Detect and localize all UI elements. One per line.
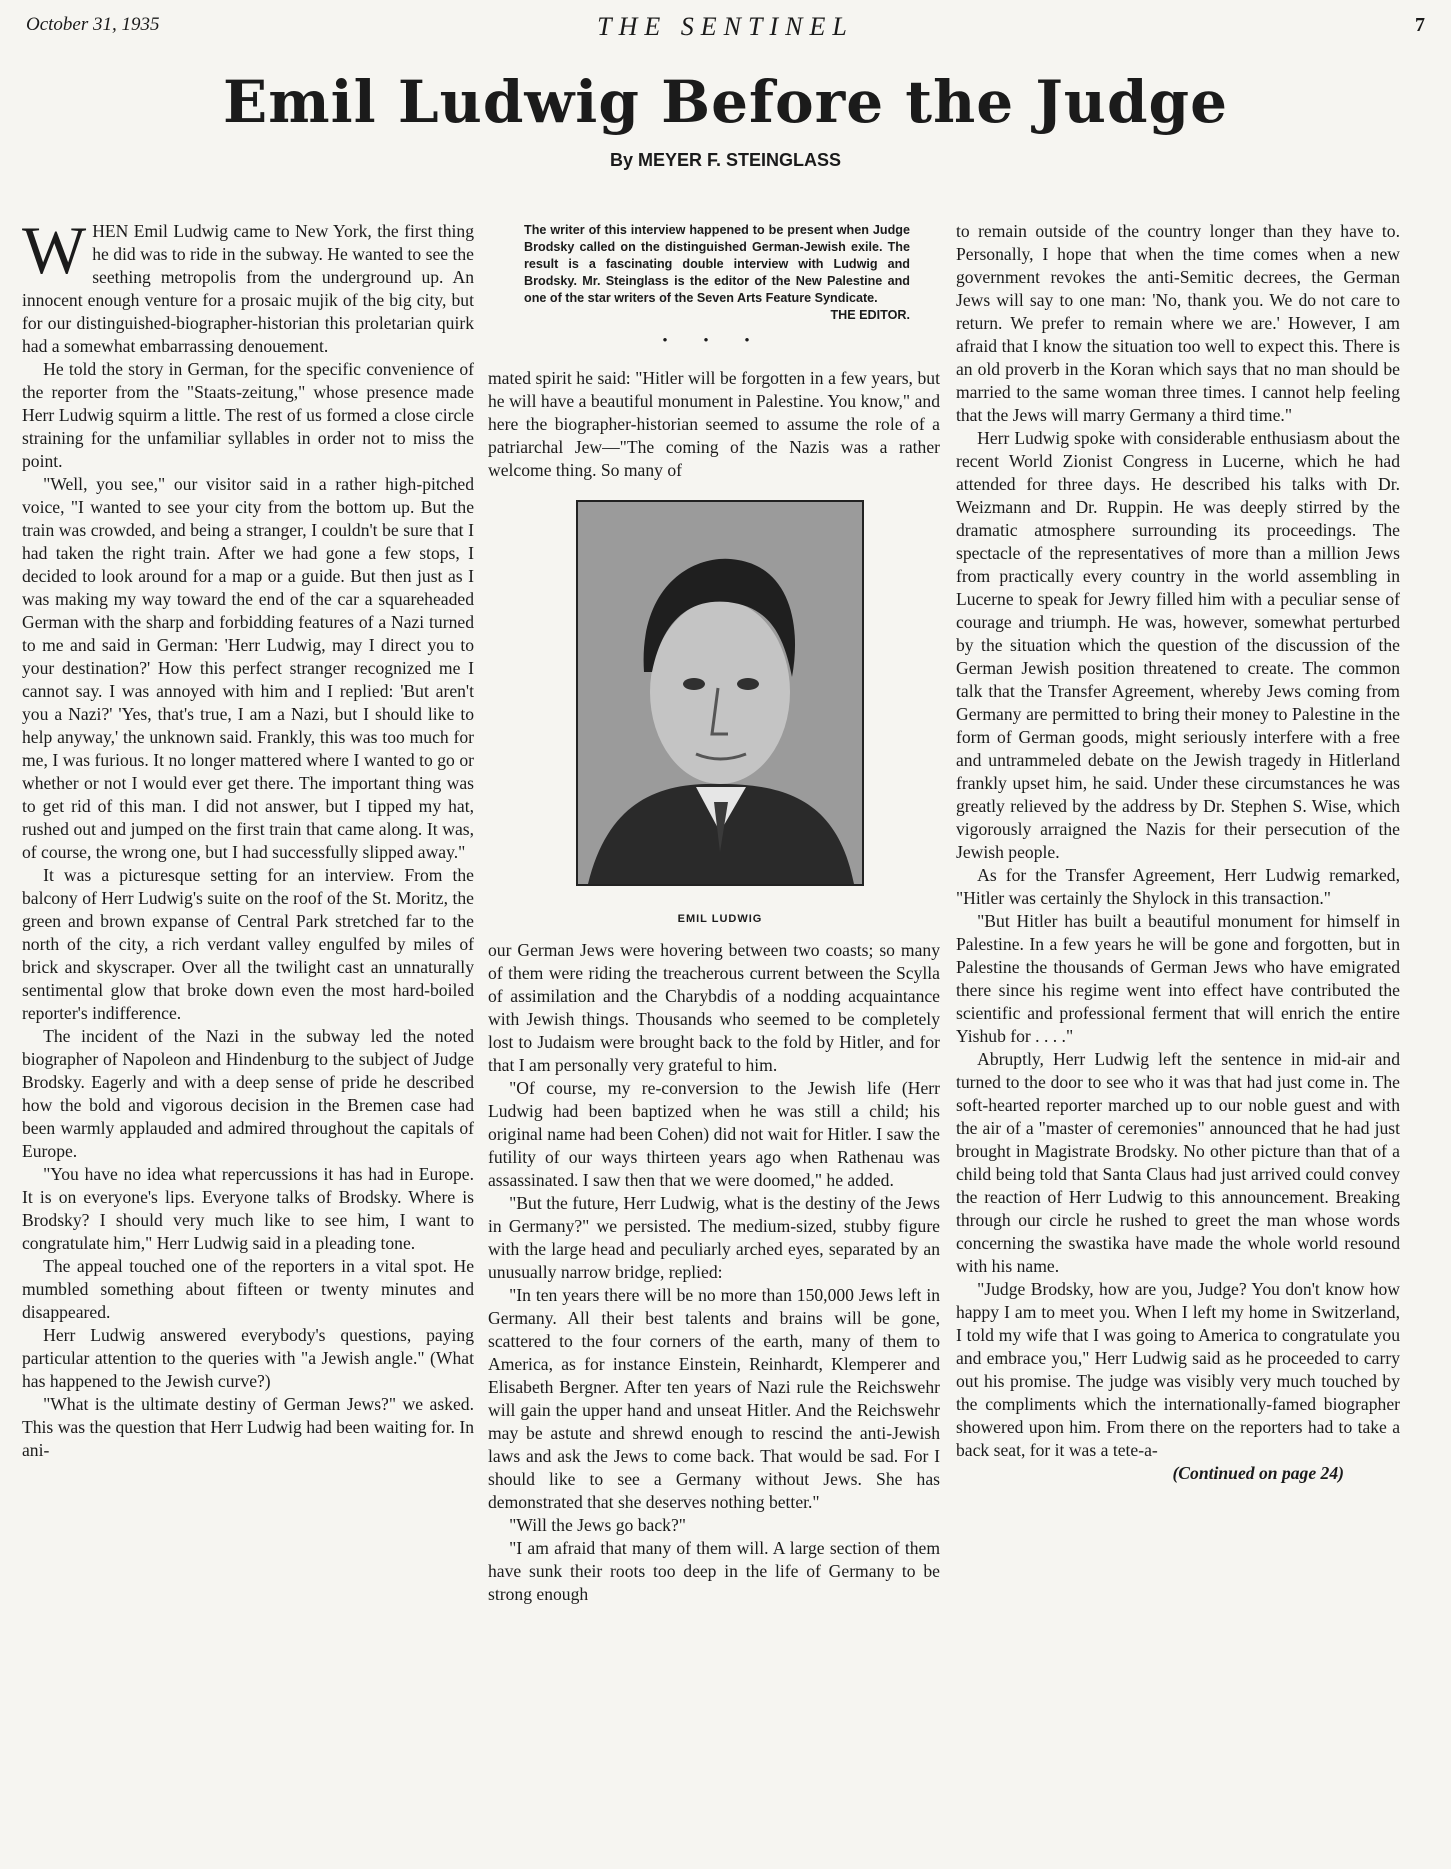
paragraph: "You have no idea what repercussions it has had in Europe. It is on everyone's lips. Everyone talks of Brodsky. Where is Brodsky? I should very much like to see him, I want to congratulate him," Herr Ludwig said in a pleading tone.: [22, 1164, 474, 1253]
page-number: 7: [1415, 14, 1425, 36]
publication-title: THE SENTINEL: [597, 12, 854, 41]
editor-signature: THE EDITOR.: [830, 308, 910, 322]
paragraph: The incident of the Nazi in the subway led the noted biographer of Napoleon and Hindenburg to the subject of Judge Brodsky. Eagerly and with a deep sense of pride he described how the bold and vigorous decision in the Bremen case had been warmly applauded and admired throughout the capitals of Europe.: [22, 1026, 474, 1161]
editor-note-text: The writer of this interview happened to be present when Judge Brodsky called on the distinguished German-Jewish exile. The result is a fascinating double interview with Ludwig and Brodsky. Mr. Steinglass is the editor of the New Palestine and one of the star writers of the Seven Arts Feature Syndicate.: [524, 223, 910, 305]
paragraph: mated spirit he said: "Hitler will be forgotten in a few years, but he will have a beautiful monument in Palestine. You know," and here the biographer-historian seemed to assume the role of a patriarchal Jew—"The coming of the Nazis was a rather welcome thing. So many of: [488, 368, 940, 480]
drop-cap: W: [22, 212, 87, 288]
paragraph-text: HEN Emil Ludwig came to New York, the first thing he did was to ride in the subway. He wanted to see the seething metropolis from the underground up. An innocent enough venture for a prosaic mujik of the big city, but for our distinguished-biographer-historian this proletarian quirk had a somewhat embarrassing denouement.: [22, 221, 474, 356]
paragraph: "In ten years there will be no more than 150,000 Jews left in Germany. All their best talents and brains will be gone, scattered to the four corners of the earth, many of them to America, as for instance Einstein, Reinhardt, Klemperer and Elisabeth Bergner. After ten years of Nazi rule the Reichswehr will gain the upper hand and unseat Hitler. And the Reichswehr may be astute and shrewd enough to rescind the anti-Jewish laws and ask the Jews to come back. That would be sad. For I should like to see a Germany without Jews. She has demonstrated that she deserves nothing better.": [488, 1285, 940, 1512]
portrait-photo: [576, 500, 864, 886]
editor-note: [524, 222, 910, 324]
paragraph: Abruptly, Herr Ludwig left the sentence in mid-air and turned to the door to see who it was that had just come in. The soft-hearted reporter marched up to our noble guest and with the air of a "master of ceremonies" announced that he had just brought in Magistrate Brodsky. No other picture than that of a child being told that Santa Claus had just arrived could convey the reaction of Herr Ludwig to this announcement. Breaking through our circle he rushed to greet the man whose words concerning the swastika have made the whole world resound with his name.: [956, 1049, 1400, 1276]
paragraph: [22, 212, 474, 358]
paragraph: "But the future, Herr Ludwig, what is the destiny of the Jews in Germany?" we persisted. The medium-sized, stubby figure with the large head and peculiarly arched eyes, separated by an unusually narrow bridge, replied:: [488, 1193, 940, 1282]
separator-dots: • • •: [662, 333, 766, 349]
issue-date: October 31, 1935: [26, 14, 160, 35]
paragraph: "I am afraid that many of them will. A large section of them have sunk their roots too deep in the life of Germany to be strong enough: [488, 1538, 940, 1604]
masthead: [26, 12, 1425, 46]
column-3: [956, 220, 1400, 1485]
photo-caption: EMIL LUDWIG: [677, 913, 763, 925]
paragraph: He told the story in German, for the specific convenience of the reporter from the "Staats-zeitung," whose presence made Herr Ludwig squirm a little. The rest of us formed a close circle straining for the unfamiliar syllables in order not to miss the point.: [22, 359, 474, 471]
article-headline: Emil Ludwig Before the Judge: [223, 68, 1228, 136]
paragraph: It was a picturesque setting for an interview. From the balcony of Herr Ludwig's suite on the roof of the St. Moritz, the green and brown expanse of Central Park stretched far to the north of the city, a rich verdant valley engulfed by miles of brick and skyscraper. Over all the twilight cast an unnaturally sentimental glow that broke down even the most hard-boiled reporter's indifference.: [22, 865, 474, 1023]
paragraph: our German Jews were hovering between two coasts; so many of them were riding the treacherous current between the Scylla of assimilation and the Charybdis of a nodding acquaintance with Jewish things. Thousands who seemed to be completely lost to Judaism were brought back to the fold by Hitler, and for that I am personally very grateful to him.: [488, 940, 940, 1075]
portrait-figure: [576, 500, 864, 931]
paragraph: Herr Ludwig answered everybody's questions, paying particular attention to the queries with "a Jewish angle." (What has happened to the Jewish curve?): [22, 1325, 474, 1391]
column-2: [488, 220, 940, 1606]
paragraph: "Well, you see," our visitor said in a rather high-pitched voice, "I wanted to see your city from the bottom up. But the train was crowded, and being a stranger, I couldn't be sure that I had taken the right train. After we had gone a few stops, I decided to look around for a map or a guide. But then just as I was making my way toward the end of the car a squareheaded German with the sharp and forbidding features of a Nazi turned to me and said in German: 'Herr Ludwig, may I direct you to your destination?' How this perfect stranger recognized me I cannot say. I was annoyed with him and I replied: 'But aren't you a Nazi?' 'Yes, that's true, I am a Nazi, but I should like to help anyway,' the unknown said. Frankly, this was too much for me, I was furious. It no longer mattered where I wanted to go or whether or not I would ever get there. The important thing was to get rid of this man. I did not answer, but I tipped my hat, rushed out and jumped on the first train that came along. It was, of course, the wrong one, but I had successfully slipped away.": [22, 474, 474, 862]
paragraph: "Judge Brodsky, how are you, Judge? You don't know how happy I am to meet you. When I left my home in Switzerland, I told my wife that I was going to America to congratulate you and embrace you," Herr Ludwig said as he proceeded to carry out his promise. The judge was visibly very much touched by the compliments which the internationally-famed biographer showered upon him. From there on the reporters had to take a back seat, for it was a tete-a-: [956, 1279, 1400, 1460]
continued-notice: (Continued on page 24): [1172, 1463, 1344, 1483]
paragraph: "Will the Jews go back?": [509, 1515, 686, 1535]
column-1: [22, 212, 474, 1462]
paragraph: "What is the ultimate destiny of German Jews?" we asked. This was the question that Herr Ludwig had been waiting for. In ani-: [22, 1394, 474, 1460]
paragraph: The appeal touched one of the reporters in a vital spot. He mumbled something about fifteen or twenty minutes and disappeared.: [22, 1256, 474, 1322]
paragraph: to remain outside of the country longer than they have to. Personally, I hope that when the time comes when a new government revokes the anti-Semitic decrees, the German Jews will say to one man: 'No, thank you. We do not care to return. We prefer to remain where we are.' However, I am afraid that I know the situation too well to expect this. There is an old proverb in the Koran which says that no man should be married to the same woman three times. I cannot help feeling that the Jews will marry Germany a third time.": [956, 221, 1400, 425]
paragraph: Herr Ludwig spoke with considerable enthusiasm about the recent World Zionist Congress in Lucerne, which he had attended for three days. He described his talks with Dr. Weizmann and Dr. Ruppin. He was deeply stirred by the dramatic atmosphere surrounding its proceedings. The spectacle of the representatives of more than a million Jews from practically every country in the world assembling in Lucerne to speak for Jewry filled him with a peculiar sense of courage and triumph. He was, however, somewhat perturbed by the situation which the question of the discussion of the German Jewish position threatened to create. The common talk that the Transfer Agreement, whereby Jews coming from Germany are permitted to bring their money to Palestine in the form of German goods, might seriously interfere with a free and untrammeled debate on the Jewish tragedy in Hitlerland frankly upset him, he said. Under these circumstances he was greatly relieved by the address by Dr. Stephen S. Wise, which vigorously arraigned the Nazis for their persecution of the Jewish people.: [956, 428, 1400, 862]
paragraph: "Of course, my re-conversion to the Jewish life (Herr Ludwig had been baptized when he was still a child; his original name had been Cohen) did not wait for Hitler. I saw the futility of our ways thirteen years ago when Rathenau was assassinated. I saw then that we were doomed," he added.: [488, 1078, 940, 1190]
paragraph: As for the Transfer Agreement, Herr Ludwig remarked, "Hitler was certainly the Shylock in this transaction.": [956, 865, 1400, 908]
byline: By MEYER F. STEINGLASS: [609, 150, 842, 170]
paragraph: "But Hitler has built a beautiful monument for himself in Palestine. In a few years he will be gone and forgotten, but in Palestine the thousands of German Jews who have emigrated there since his regime went into effect have contributed the scientific and professional ferment that will enrich the entire Yishub for . . . .": [956, 911, 1400, 1046]
